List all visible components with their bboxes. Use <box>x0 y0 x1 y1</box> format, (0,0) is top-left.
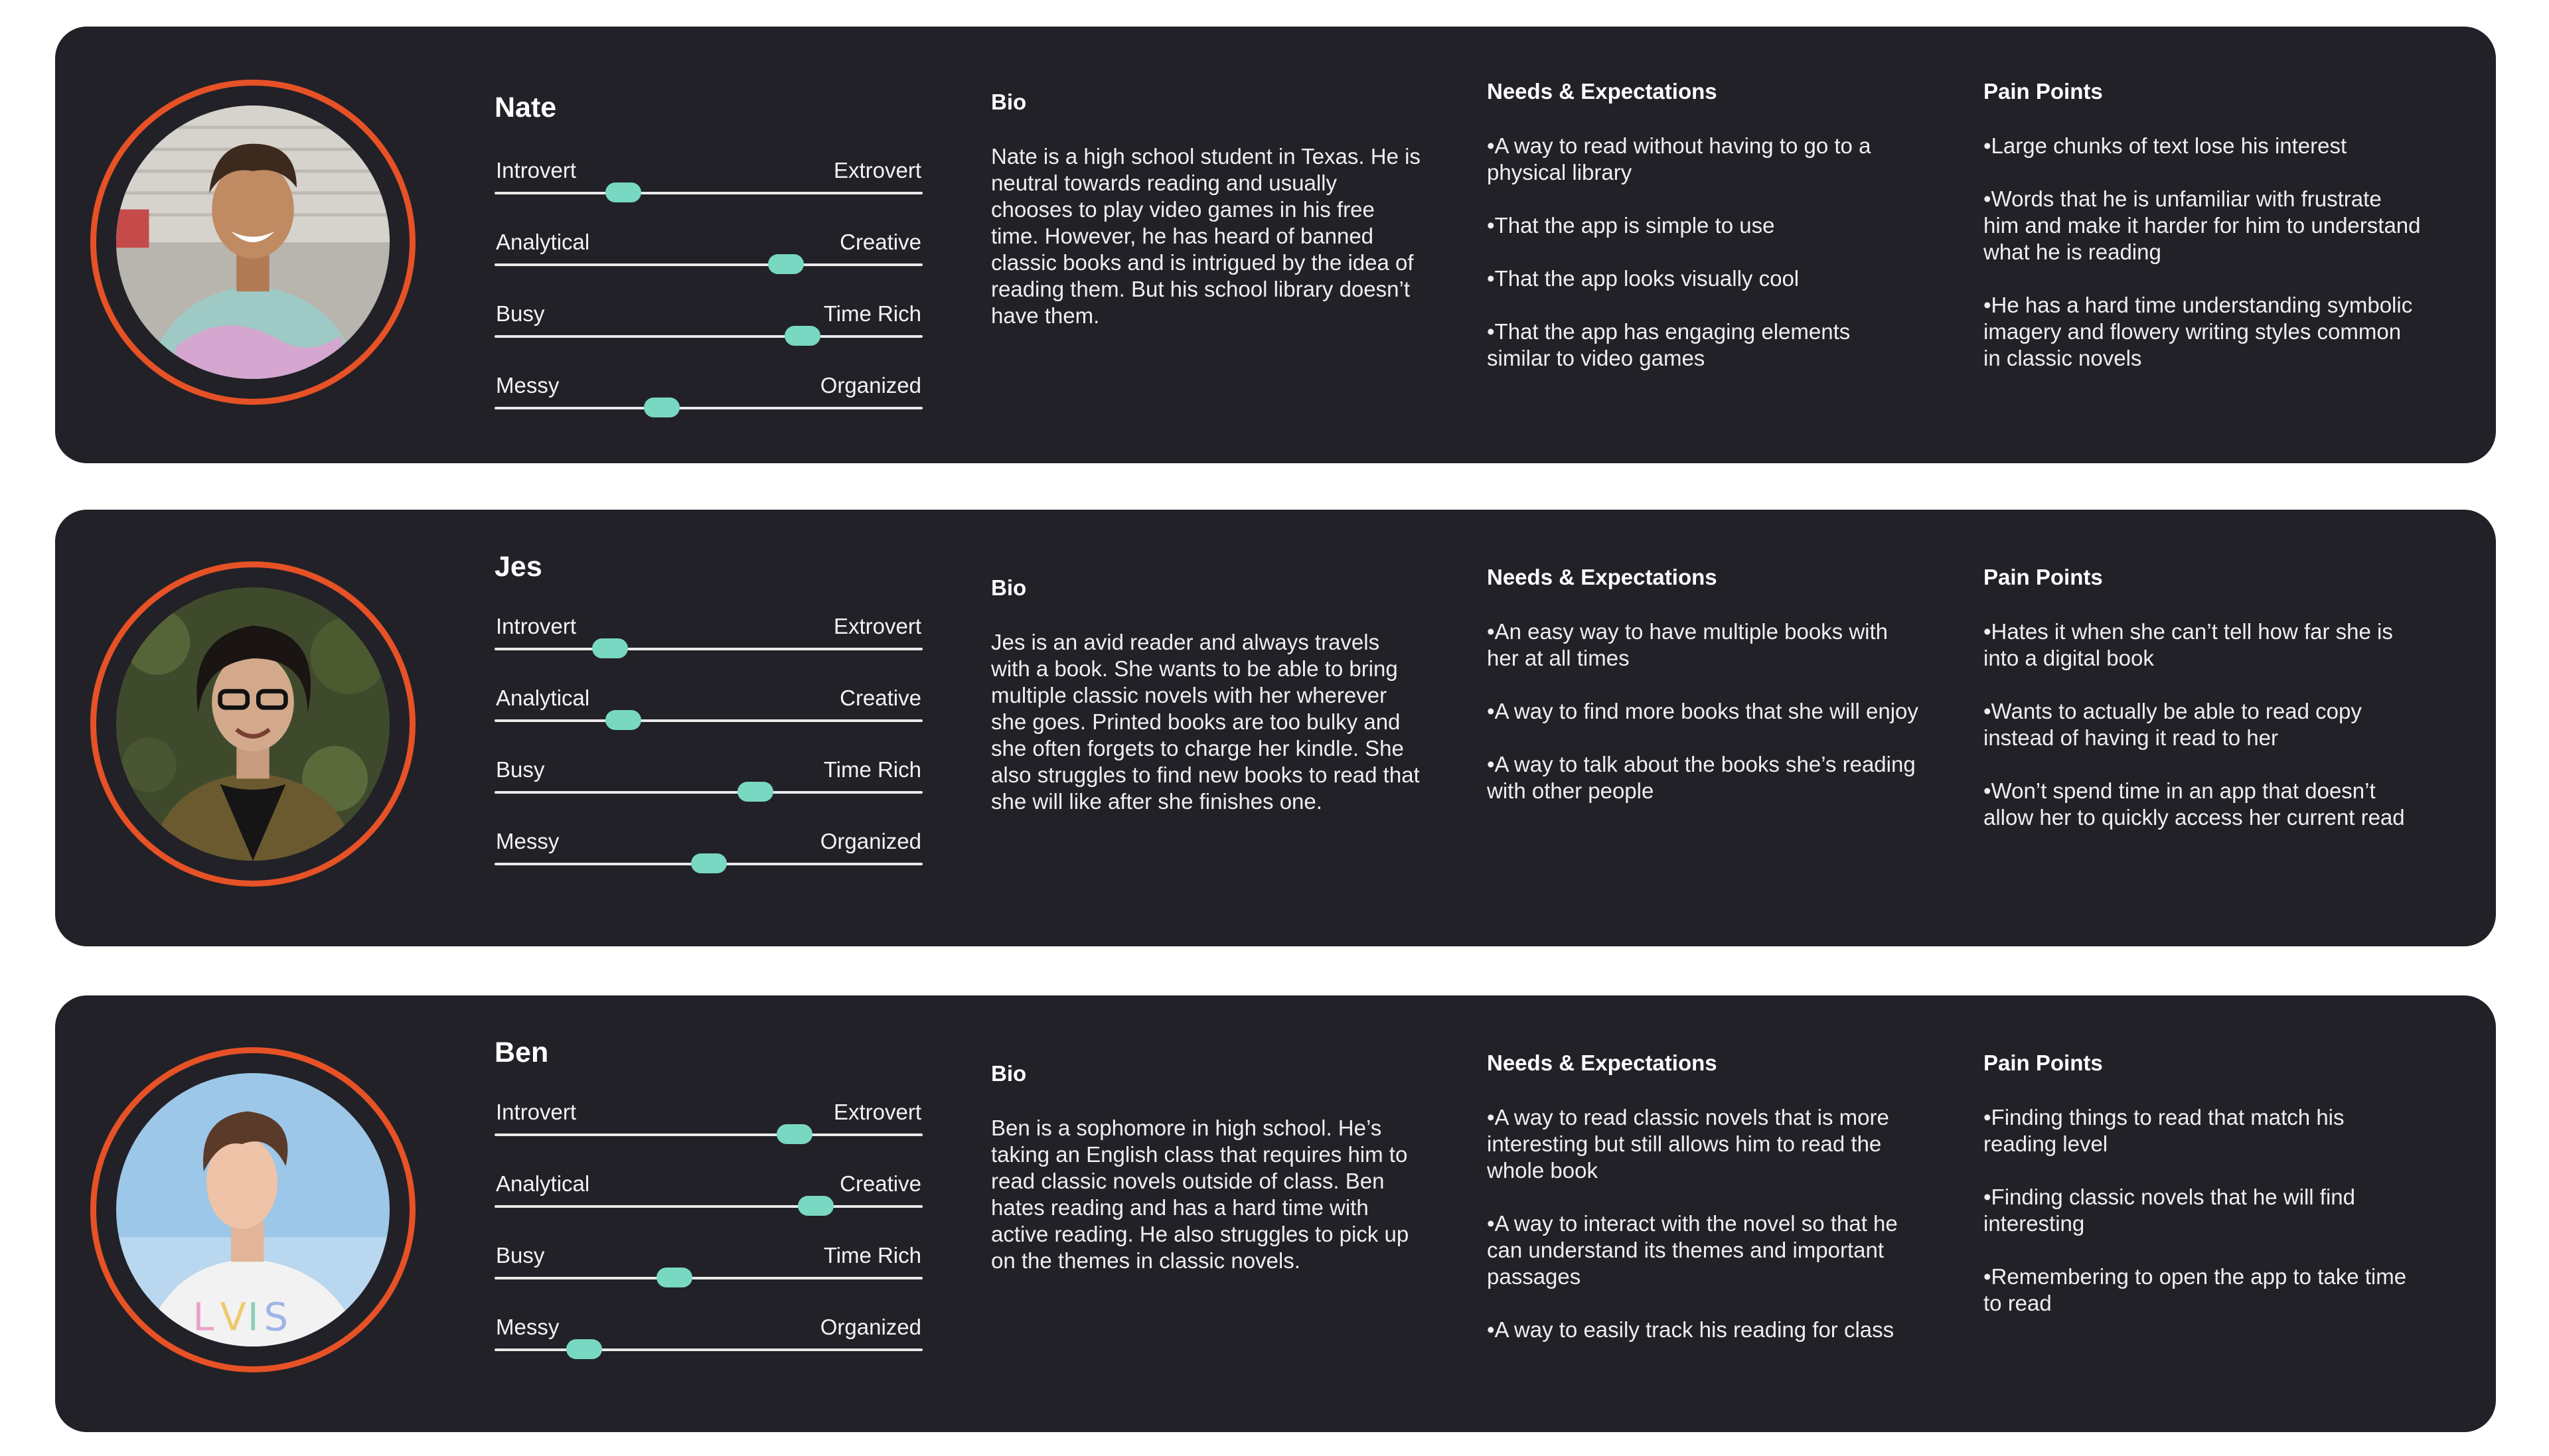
slider-knob[interactable] <box>605 710 641 730</box>
needs-item: •That the app is simple to use <box>1487 213 1775 238</box>
slider-track <box>495 1348 923 1351</box>
trait-right-label: Extrovert <box>833 158 921 182</box>
avatar <box>116 587 390 861</box>
pain-points-heading: Pain Points <box>1983 565 2103 589</box>
bio-heading: Bio <box>991 1061 1027 1086</box>
bio-text: Jes is an avid reader and always travels with a book. She wants to be able to bring multiple classic novels with her wherever she goes. Printed books are too bulky and she often forgets to charge her kindle. She also struggles to find new books to read that she will like after she finishes one. <box>991 630 1420 814</box>
trait-right-label: Organized <box>820 829 921 853</box>
pain-points-section <box>1983 1050 2422 1343</box>
slider-knob[interactable] <box>798 1196 834 1216</box>
needs-section <box>1487 78 1918 398</box>
bio-heading: Bio <box>991 575 1027 600</box>
pain-point-item: •Words that he is unfamiliar with frustrate him and make it harder for him to understand what he is reading <box>1983 186 2421 264</box>
slider-track <box>495 407 923 409</box>
bio-text: Nate is a high school student in Texas. He is neutral towards reading and usually chooses to play video games in his free time. However, he has heard of banned classic books and is intrigued by the idea of reading them. But his school library doesn’t have them. <box>991 144 1421 328</box>
trait-slider <box>495 301 923 361</box>
bio-section <box>991 1060 1423 1274</box>
trait-left-label: Busy <box>496 1243 545 1268</box>
needs-section <box>1487 564 1918 831</box>
trait-left-label: Introvert <box>496 158 577 182</box>
needs-item: •A way to easily track his reading for class <box>1487 1317 1894 1342</box>
trait-slider <box>495 614 923 674</box>
trait-slider <box>495 230 923 289</box>
slider-track <box>495 263 923 266</box>
avatar-ring <box>90 561 416 887</box>
slider-track <box>495 1205 923 1208</box>
slider-track <box>495 1277 923 1279</box>
pain-point-item: •He has a hard time understanding symbolic imagery and flowery writing styles common in classic novels <box>1983 293 2413 370</box>
pain-point-item: •Won’t spend time in an app that doesn’t allow her to quickly access her current read <box>1983 778 2405 830</box>
bio-heading: Bio <box>991 90 1027 114</box>
pain-points-section <box>1983 78 2422 398</box>
needs-heading: Needs & Expectations <box>1487 1051 1717 1075</box>
needs-item: •A way to interact with the novel so that he can understand its themes and important passages <box>1487 1211 1898 1289</box>
needs-item: •A way to find more books that she will enjoy <box>1487 699 1918 723</box>
slider-knob[interactable] <box>566 1339 602 1359</box>
needs-item: •That the app looks visually cool <box>1487 266 1800 291</box>
needs-item: •A way to talk about the books she’s reading with other people <box>1487 752 1916 803</box>
slider-knob[interactable] <box>605 182 641 202</box>
trait-right-label: Creative <box>840 686 921 710</box>
slider-track <box>495 719 923 722</box>
pain-point-item: •Large chunks of text lose his interest <box>1983 133 2347 158</box>
pain-points-section <box>1983 564 2422 857</box>
trait-slider <box>495 757 923 817</box>
slider-knob[interactable] <box>785 326 820 346</box>
persona-name: Jes <box>495 551 542 583</box>
trait-right-label: Time Rich <box>823 301 921 326</box>
needs-item: •An easy way to have multiple books with her at all times <box>1487 619 1889 670</box>
slider-knob[interactable] <box>657 1268 692 1287</box>
pain-point-item: •Hates it when she can’t tell how far she is into a digital book <box>1983 619 2393 670</box>
slider-track <box>495 791 923 794</box>
trait-slider <box>495 686 923 745</box>
pain-point-item: •Finding things to read that match his reading level <box>1983 1105 2345 1156</box>
trait-right-label: Time Rich <box>823 1243 921 1268</box>
portrait-photo-icon <box>116 1073 390 1347</box>
slider-knob[interactable] <box>592 638 628 658</box>
portrait-photo-icon <box>116 587 390 861</box>
trait-left-label: Busy <box>496 301 545 326</box>
slider-knob[interactable] <box>768 254 804 274</box>
trait-left-label: Introvert <box>496 1100 577 1124</box>
trait-slider <box>495 1100 923 1159</box>
trait-slider <box>495 158 923 218</box>
trait-right-label: Organized <box>820 373 921 398</box>
trait-right-label: Organized <box>820 1315 921 1339</box>
persona-card-nate <box>55 27 2496 463</box>
bio-text: Ben is a sophomore in high school. He’s taking an English class that requires him to read classic novels outside of class. Ben hates reading and has a hard time with active reading. He also struggles to pick up on the themes in classic novels. <box>991 1116 1409 1273</box>
trait-left-label: Busy <box>496 757 545 782</box>
pain-point-item: •Remembering to open the app to take time to read <box>1983 1264 2407 1315</box>
trait-left-label: Messy <box>496 373 560 398</box>
bio-section <box>991 575 1423 815</box>
trait-right-label: Creative <box>840 230 921 254</box>
trait-slider <box>495 1315 923 1374</box>
trait-slider <box>495 1171 923 1231</box>
slider-knob[interactable] <box>691 853 727 873</box>
avatar <box>116 1073 390 1347</box>
needs-item: •That the app has engaging elements similar to video games <box>1487 319 1851 370</box>
slider-track <box>495 192 923 194</box>
trait-right-label: Time Rich <box>823 757 921 782</box>
trait-left-label: Messy <box>496 829 560 853</box>
trait-slider <box>495 829 923 889</box>
trait-right-label: Extrovert <box>833 1100 921 1124</box>
slider-knob[interactable] <box>737 782 773 802</box>
avatar-ring <box>90 80 416 405</box>
persona-card-ben <box>55 995 2496 1432</box>
needs-item: •A way to read classic novels that is more interesting but still allows him to read the whole book <box>1487 1105 1889 1183</box>
svg-text:I: I <box>247 1294 259 1340</box>
portrait-photo-icon <box>116 106 390 379</box>
needs-heading: Needs & Expectations <box>1487 565 1717 589</box>
trait-left-label: Analytical <box>496 1171 590 1196</box>
pain-points-heading: Pain Points <box>1983 79 2103 104</box>
needs-section <box>1487 1050 1918 1370</box>
avatar <box>116 106 390 379</box>
trait-slider <box>495 1243 923 1303</box>
needs-item: •A way to read without having to go to a physical library <box>1487 133 1871 184</box>
persona-name: Nate <box>495 92 557 123</box>
slider-knob[interactable] <box>644 398 680 417</box>
trait-right-label: Creative <box>840 1171 921 1196</box>
slider-track <box>495 648 923 650</box>
svg-text:S: S <box>264 1294 289 1340</box>
trait-slider <box>495 373 923 433</box>
trait-left-label: Messy <box>496 1315 560 1339</box>
pain-points-heading: Pain Points <box>1983 1051 2103 1075</box>
trait-left-label: Analytical <box>496 230 590 254</box>
slider-track <box>495 863 923 865</box>
pain-point-item: •Wants to actually be able to read copy instead of having it read to her <box>1983 699 2362 750</box>
slider-knob[interactable] <box>777 1124 812 1144</box>
svg-text:L: L <box>193 1294 214 1340</box>
slider-track <box>495 335 923 338</box>
persona-card-jes <box>55 510 2496 946</box>
trait-right-label: Extrovert <box>833 614 921 638</box>
svg-text:V: V <box>220 1294 247 1340</box>
trait-left-label: Introvert <box>496 614 577 638</box>
needs-heading: Needs & Expectations <box>1487 79 1717 104</box>
slider-track <box>495 1133 923 1136</box>
persona-name: Ben <box>495 1037 549 1068</box>
trait-left-label: Analytical <box>496 686 590 710</box>
bio-section <box>991 89 1423 329</box>
avatar-ring <box>90 1047 416 1372</box>
pain-point-item: •Finding classic novels that he will find interesting <box>1983 1185 2355 1236</box>
